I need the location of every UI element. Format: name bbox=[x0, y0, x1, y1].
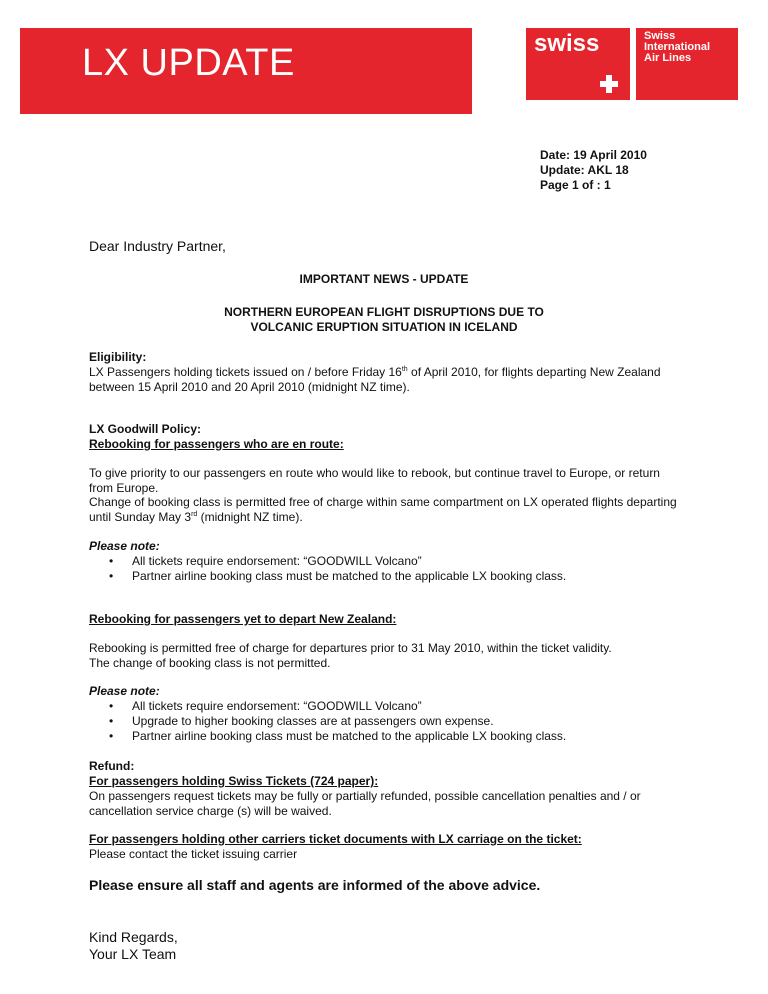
logo-word: swiss bbox=[534, 30, 600, 57]
yet-to-depart-heading: Rebooking for passengers yet to depart New Zealand: bbox=[89, 612, 397, 626]
advice-text: Please ensure all staff and agents are informed of the above advice. bbox=[89, 877, 541, 893]
date-line: Date: 19 April 2010 bbox=[540, 148, 647, 162]
swiss-cross-icon bbox=[598, 73, 620, 95]
yet-to-depart-text: Rebooking is permitted free of charge for departures prior to 31 May 2010, within the ticket validity. bbox=[89, 641, 612, 655]
banner-title: LX UPDATE bbox=[82, 42, 295, 84]
swiss-logo bbox=[526, 28, 738, 100]
en-route-text: To give priority to our passengers en route who would like to rebook, but continue travel to Europe, or return from Europe. bbox=[89, 466, 660, 495]
notes-list bbox=[89, 554, 566, 584]
list-item: • All tickets require endorsement: “GOODWILL Volcano” bbox=[89, 699, 566, 714]
sub-heading-line: VOLCANIC ERUPTION SITUATION IN ICELAND bbox=[250, 320, 518, 334]
logo-line: Swiss bbox=[644, 30, 676, 42]
refund-label: Refund: bbox=[89, 759, 135, 773]
swiss-tickets-heading: For passengers holding Swiss Tickets (724 paper): bbox=[89, 774, 379, 788]
swiss-tickets-text: On passengers request tickets may be fully or partially refunded, possible cancellation penalties and / or cancellation service charge (s) will be waived. bbox=[89, 789, 641, 818]
closing bbox=[89, 929, 679, 963]
eligibility-label: Eligibility: bbox=[89, 350, 147, 364]
eligibility-sup: th bbox=[401, 366, 408, 373]
salutation: Dear Industry Partner, bbox=[89, 238, 226, 254]
sub-heading bbox=[89, 305, 679, 335]
update-line: Update: AKL 18 bbox=[540, 163, 629, 177]
goodwill-label: LX Goodwill Policy: bbox=[89, 422, 202, 436]
closing-line: Your LX Team bbox=[89, 946, 177, 962]
booking-class-text bbox=[89, 495, 679, 525]
eligibility-text bbox=[89, 365, 679, 395]
list-item: • Upgrade to higher booking classes are at passengers own expense. bbox=[89, 714, 566, 729]
page-line: Page 1 of : 1 bbox=[540, 178, 611, 192]
logo-name-block bbox=[636, 28, 738, 100]
list-item: • Partner airline booking class must be matched to the applicable LX booking class. bbox=[89, 729, 566, 744]
eligibility-text-a: LX Passengers holding tickets issued on / before Friday 16 bbox=[89, 365, 402, 379]
please-note-label: Please note: bbox=[89, 539, 160, 553]
logo-word-block bbox=[526, 28, 630, 100]
booking-class-text-a: Change of booking class is permitted free of charge within same compartment on LX operated flights departing until Sunday May 3 bbox=[89, 495, 677, 524]
en-route-heading: Rebooking for passengers who are en route: bbox=[89, 437, 344, 451]
sub-heading-line: NORTHERN EUROPEAN FLIGHT DISRUPTIONS DUE TO bbox=[224, 305, 544, 319]
eligibility-text-b: of April 2010, for flights departing New Zealand between 15 April 2010 and 20 April 2010 (midnight NZ time). bbox=[89, 365, 661, 394]
logo-line: Air Lines bbox=[644, 52, 692, 64]
closing-line: Kind Regards, bbox=[89, 929, 178, 945]
logo-line: International bbox=[644, 41, 711, 53]
booking-class-sup: rd bbox=[191, 511, 198, 518]
main-heading: IMPORTANT NEWS - UPDATE bbox=[299, 272, 469, 286]
list-item: • All tickets require endorsement: “GOODWILL Volcano” bbox=[89, 554, 566, 569]
please-note-label: Please note: bbox=[89, 684, 160, 698]
document-meta bbox=[540, 148, 647, 193]
yet-to-depart-text: The change of booking class is not permitted. bbox=[89, 656, 331, 670]
other-carriers-heading: For passengers holding other carriers ticket documents with LX carriage on the ticket: bbox=[89, 832, 582, 846]
header-banner bbox=[20, 28, 472, 114]
other-carriers-text: Please contact the ticket issuing carrier bbox=[89, 847, 298, 861]
booking-class-text-b: (midnight NZ time). bbox=[197, 510, 303, 524]
list-item: • Partner airline booking class must be matched to the applicable LX booking class. bbox=[89, 569, 566, 584]
notes-list bbox=[89, 699, 566, 744]
